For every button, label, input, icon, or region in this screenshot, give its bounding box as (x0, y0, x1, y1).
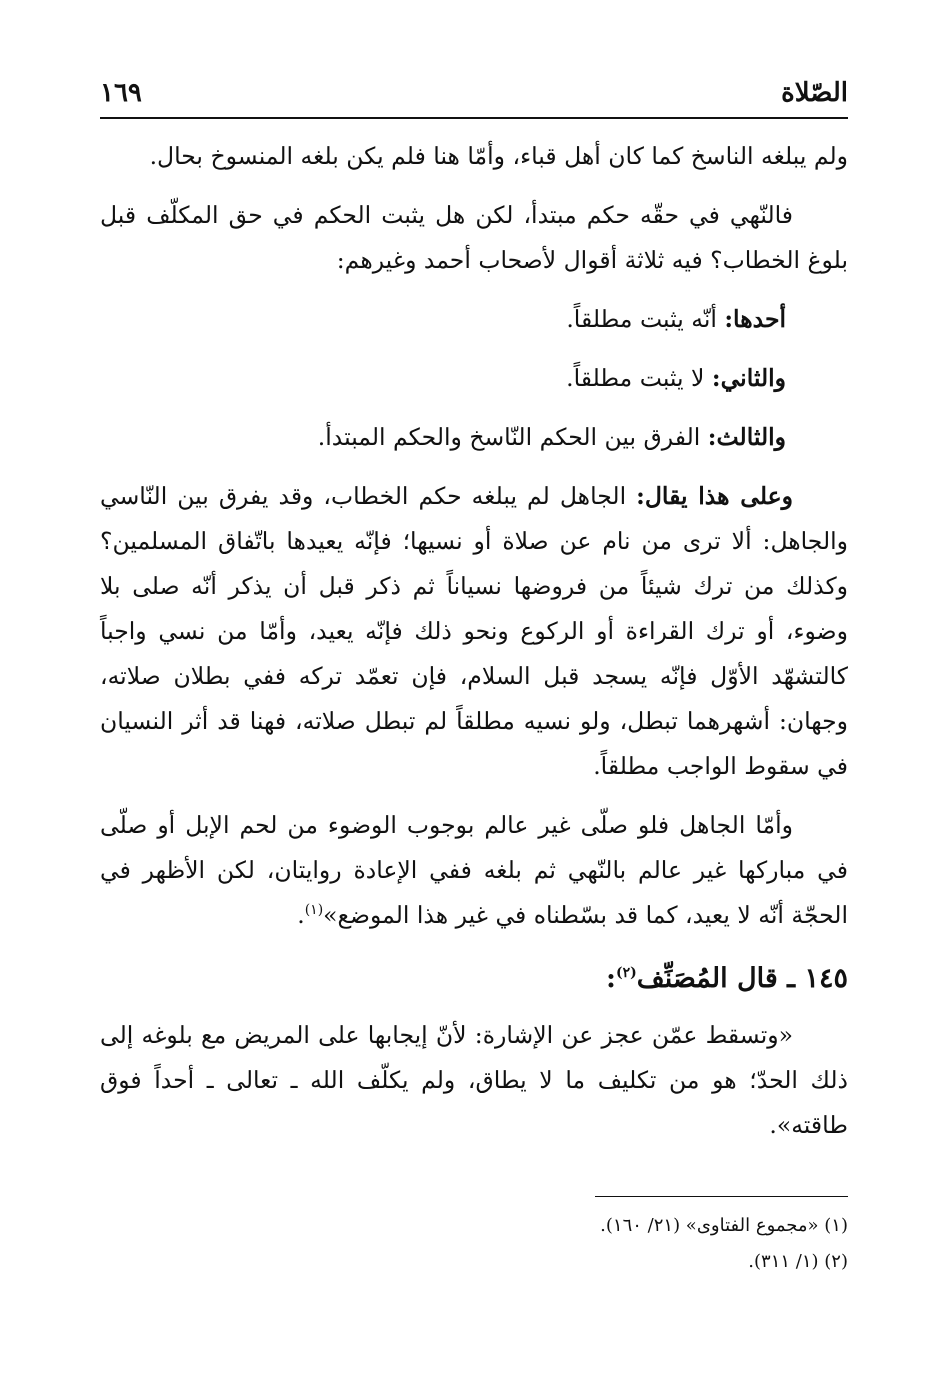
opinion-second-label: والثاني: (711, 364, 786, 392)
running-title: الصّلاة (781, 78, 848, 108)
section-heading-text: ١٤٥ ـ قال المُصَنِّف (636, 963, 848, 994)
footnote-2: (٢) (١/ ٣١١). (748, 1251, 848, 1272)
opinion-first-label: أحدها: (724, 305, 786, 333)
paragraph-4 (100, 803, 848, 938)
paragraph-2: فالنّهي في حقّه حكم مبتدأ، لكن هل يثبت الحكم في حق المكلّف قبل بلوغ الخطاب؟ فيه ثلاثة أقوال لأصحاب أحمد وغيرهم: (100, 201, 848, 274)
header-rule (100, 117, 848, 119)
page-header (100, 78, 848, 114)
paragraph-3-lead: وعلى هذا يقال: (636, 482, 793, 510)
section-heading-end: : (606, 963, 616, 994)
paragraph-4-text: وأمّا الجاهل فلو صلّى غير عالم بوجوب الوضوء من لحم الإبل أو صلّى في مباركها غير عالم بالنّهي ثم بلغه ففي الإعادة روايتان، لكن الأظهر في الحجّة أنّه لا يعيد، كما قد بسّطناه في غير هذا الموضع» (100, 811, 848, 929)
opinion-third (100, 415, 848, 460)
paragraph-5: «وتسقط عمّن عجز عن الإشارة: لأنّ إيجابها على المريض مع بلوغه إلى ذلك الحدّ؛ هو من تكليف ما لا يطاق، ولم يكلّف الله ـ تعالى ـ أحداً فوق طاقته». (100, 1021, 848, 1139)
paragraph-1: ولم يبلغه الناسخ كما كان أهل قباء، وأمّا هنا فلم يكن بلغه المنسوخ بحال. (149, 142, 848, 170)
opinion-second-text: لا يثبت مطلقاً. (566, 364, 705, 392)
opinion-second (100, 356, 848, 401)
section-heading (100, 956, 848, 1001)
footnote-rule (595, 1196, 848, 1197)
footnotes (100, 1208, 848, 1280)
opinion-third-label: والثالث: (707, 423, 786, 451)
paragraph-3-text: الجاهل لم يبلغه حكم الخطاب، وقد يفرق بين النّاسي والجاهل: ألا ترى من نام عن صلاة أو نسيها؛ فإنّه يعيدها باتّفاق المسلمين؟ وكذلك من ترك شيئاً من فروضها نسياناً ثم ذكر قبل أن يذكر أنّه صلى بلا وضوء، أو ترك القراءة أو الركوع ونحو ذلك فإنّه يعيد، وأمّا من نسي واجباً كالتشهّد الأوّل فإنّه يسجد قبل السلام، فإن تعمّد تركه ففي بطلان صلاته، وجهان: أشهرهما تبطل، ولو نسيه مطلقاً لم تبطل صلاته، فهنا قد أثر النسيان في سقوط الواجب مطلقاً. (100, 482, 848, 780)
main-text (100, 134, 848, 1162)
footnote-ref-1: (١) (304, 902, 324, 919)
opinion-third-text: الفرق بين الحكم النّاسخ والحكم المبتدأ. (317, 423, 701, 451)
opinion-first-text: أنّه يثبت مطلقاً. (566, 305, 717, 333)
opinion-first (100, 297, 848, 342)
page-number: ١٦٩ (100, 78, 142, 108)
footnote-1: (١) «مجموع الفتاوى» (٢١/ ١٦٠). (600, 1215, 848, 1236)
footnote-ref-2: (٢) (615, 965, 637, 981)
paragraph-4-end: . (297, 901, 305, 929)
paragraph-3 (100, 474, 848, 789)
